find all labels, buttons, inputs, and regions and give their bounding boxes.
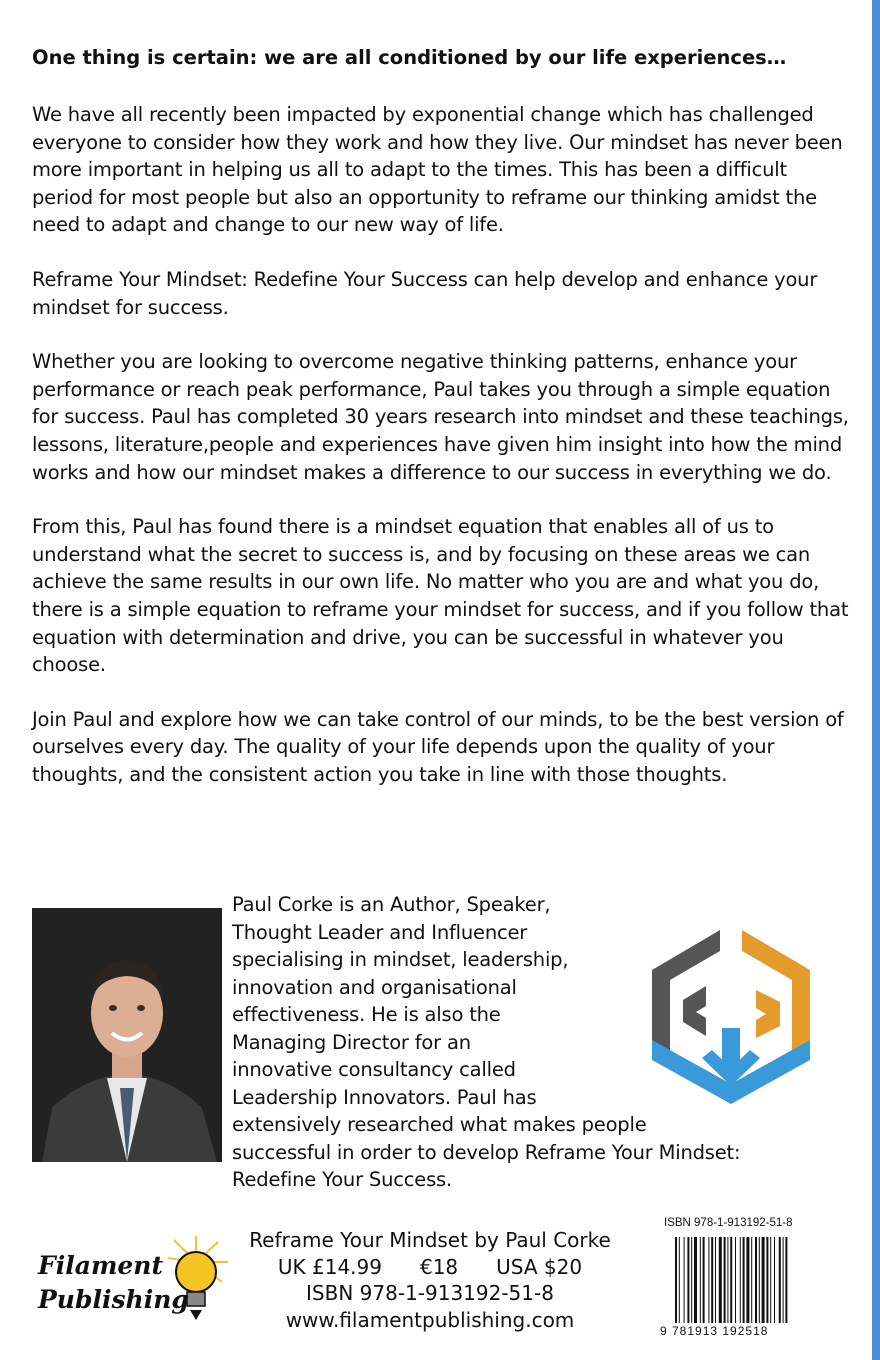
price-usa: USA $20 — [496, 1254, 583, 1279]
headline: One thing is certain: we are all conditioned by our life experiences… — [32, 46, 787, 69]
bio-line: specialising in mindset, leadership, — [232, 948, 569, 971]
bio-line: Redefine Your Success. — [232, 1168, 453, 1191]
bio-line: Managing Director for an — [232, 1030, 471, 1054]
price-uk: UK £14.99 — [277, 1254, 382, 1279]
website-link[interactable]: www.filamentpublishing.com — [285, 1307, 575, 1332]
footer-isbn: ISBN 978-1-913192-51-8 — [306, 1281, 554, 1305]
barcode — [675, 1237, 815, 1323]
paragraph-3: Whether you are looking to overcome negative thinking patterns, enhance your performance or reach peak performance, Paul takes you through a simple equation for success. Paul has completed 30 years research into mindset and these teachings, lessons, literature,people and experiences have given him insight into how the mind works and how our mindset makes a difference to our success in everything we do. — [32, 350, 849, 484]
publisher-line1: Filament — [38, 1251, 164, 1280]
leadership-innovators-logo — [648, 928, 814, 1106]
spine-edge — [872, 0, 880, 1360]
price-row — [230, 1254, 630, 1281]
bio-line: innovation and organisational — [232, 975, 517, 999]
author-photo — [32, 908, 222, 1162]
paragraph-2: Reframe Your Mindset: Redefine Your Success can help develop and enhance your mindset for success. — [32, 267, 818, 319]
footer-title: Reframe Your Mindset by Paul Corke — [249, 1228, 611, 1252]
bio-line: extensively researched what makes people — [232, 1113, 647, 1136]
paragraph-1: We have all recently been impacted by exponential change which has challenged everyone to consider how they work and how they live. Our mindset has never been more important in helping us all to adapt to the times. This has been a difficult period for most people but also an opportunity to reframe our thinking amidst the need to adapt and change to our new way of life. — [32, 103, 843, 237]
barcode-digits: 9 781913 192518 — [660, 1324, 769, 1338]
body-text — [32, 101, 852, 815]
filament-publishing-logo — [36, 1232, 232, 1332]
bio-line: effectiveness. He is also the — [232, 1003, 501, 1026]
bio-line: successful in order to develop Reframe Your Mindset: — [232, 1140, 741, 1164]
bio-line: Thought Leader and Influencer — [232, 920, 528, 944]
paragraph-5: Join Paul and explore how we can take control of our minds, to be the best version of ourselves every day. The quality of your life depends upon the quality of your thoughts, and the consistent action you take in line with those thoughts. — [32, 707, 844, 786]
bio-line: Paul Corke is an Author, Speaker, — [232, 893, 551, 916]
paragraph-4: From this, Paul has found there is a mindset equation that enables all of us to understand what the secret to success is, and by focusing on these areas we can achieve the same results in our own life. No matter who you are and what you do, there is a simple equation to reframe your mindset for success, and if you follow that equation with determination and drive, you can be successful in whatever you choose. — [32, 515, 849, 677]
publisher-line2: Publishing — [38, 1285, 189, 1314]
price-eu: €18 — [419, 1254, 459, 1279]
bio-line: Leadership Innovators. Paul has — [232, 1085, 537, 1109]
footer-info — [230, 1227, 630, 1333]
barcode-isbn-label: ISBN 978-1-913192-51-8 — [664, 1217, 793, 1229]
bio-line: innovative consultancy called — [232, 1058, 516, 1081]
